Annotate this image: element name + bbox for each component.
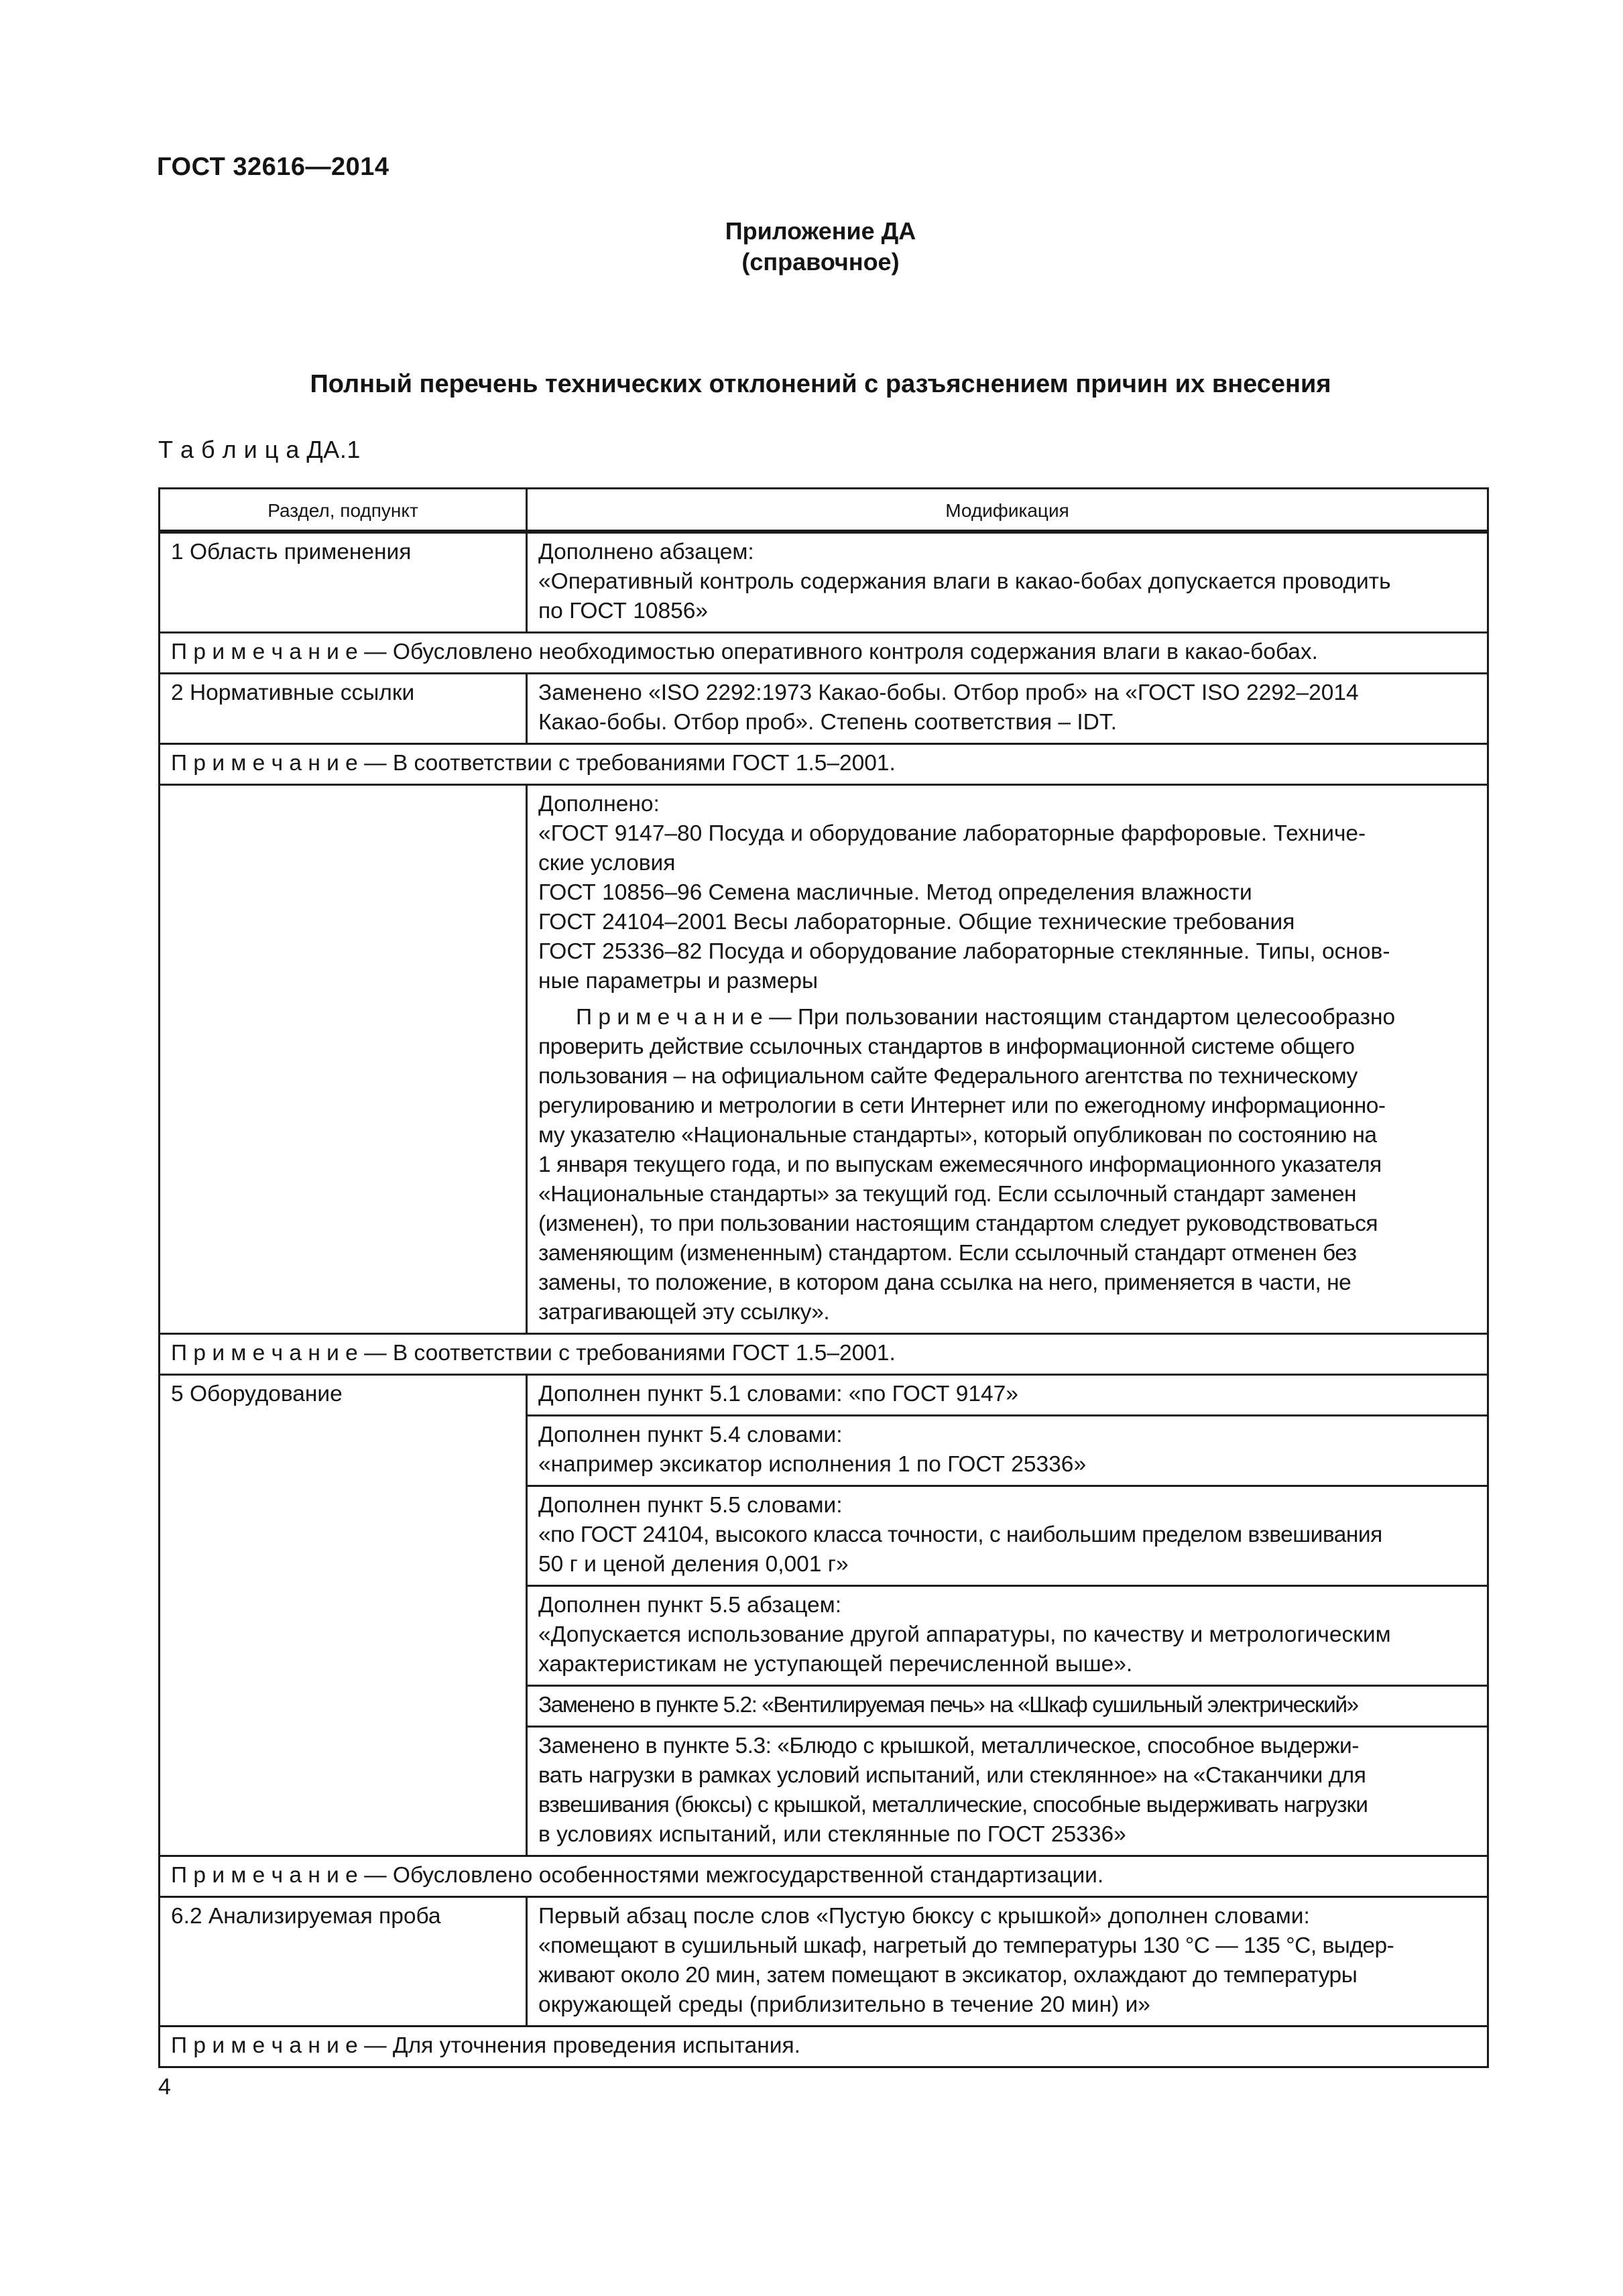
column-header-modification: Модификация <box>527 489 1488 532</box>
text-line: вать нагрузки в рамках условий испытаний, или стеклянное» на «Стаканчики для <box>538 1763 1366 1788</box>
table-row <box>160 674 1488 744</box>
text-line: Дополнено абзацем: <box>538 540 754 564</box>
modification-cell <box>527 785 1488 1334</box>
modification-cell <box>527 1375 1488 1416</box>
section-label: 2 Нормативные ссылки <box>171 680 415 705</box>
text-line: в условиях испытаний, или стеклянные по ГОСТ 25336» <box>538 1822 1126 1847</box>
text-line: му указателю «Национальные стандарты», который опубликован по состоянию на <box>538 1123 1377 1148</box>
page-number: 4 <box>158 2074 171 2100</box>
annex-subtitle: (справочное) <box>741 248 900 276</box>
modification-cell <box>527 1416 1488 1486</box>
text-line: Дополнен пункт 5.1 словами: «по ГОСТ 9147» <box>538 1382 1018 1406</box>
table-caption-prefix: Т а б л и ц а <box>158 436 300 463</box>
text-line: Заменено в пункте 5.3: «Блюдо с крышкой, металлическое, способное выдержи- <box>538 1734 1359 1758</box>
annex-heading: Полный перечень технических отклонений с разъяснением причин их внесения <box>310 370 1331 398</box>
note-row <box>160 633 1488 674</box>
modification-cell <box>527 1486 1488 1586</box>
text-line: затрагивающей эту ссылку». <box>538 1300 830 1325</box>
annex-title-block <box>157 216 1484 278</box>
text-line: ные параметры и размеры <box>538 969 819 993</box>
text-line: Первый абзац после слов «Пустую бюксу с крышкой» дополнен словами: <box>538 1904 1310 1929</box>
text-line: проверить действие ссылочных стандартов в информационной системе общего <box>538 1034 1355 1059</box>
deviations-table <box>158 487 1489 2068</box>
text-line: «Допускается использование другой аппаратуры, по качеству и метрологическим <box>538 1622 1391 1647</box>
text-line: «например эксикатор исполнения 1 по ГОСТ 25336» <box>538 1452 1087 1477</box>
modification-cell <box>527 532 1488 633</box>
section-cell <box>160 532 527 633</box>
text-line: Заменено «ISO 2292:1973 Какао-бобы. Отбор проб» на «ГОСТ ISO 2292–2014 <box>538 680 1359 705</box>
modification-cell <box>527 674 1488 744</box>
text-line: «по ГОСТ 24104, высокого класса точности, с наибольшим пределом взвешивания <box>538 1522 1382 1547</box>
table-caption <box>158 436 361 464</box>
note-label: П р и м е ч а н и е — <box>171 1863 387 1888</box>
note-text: Для уточнения проведения испытания. <box>392 2033 800 2058</box>
note-cell <box>160 744 1488 785</box>
note-cell <box>160 633 1488 674</box>
text-line: ГОСТ 10856–96 Семена масличные. Метод определения влажности <box>538 880 1252 905</box>
note-row <box>160 744 1488 785</box>
note-text: В соответствии с требованиями ГОСТ 1.5–2001. <box>392 751 896 776</box>
text-line: «Национальные стандарты» за текущий год. Если ссылочный стандарт заменен <box>538 1182 1357 1207</box>
text-line: Заменено в пункте 5.2: «Вентилируемая печь» на «Шкаф сушильный электрический» <box>538 1693 1358 1717</box>
note-text: Обусловлено необходимостью оперативного контроля содержания влаги в какао-бобах. <box>392 640 1318 664</box>
note-cell <box>160 1334 1488 1375</box>
text-line: 50 г и ценой деления 0,001 г» <box>538 1552 849 1577</box>
note-label: П р и м е ч а н и е — <box>171 1341 387 1366</box>
note-cell <box>160 2027 1488 2067</box>
note-row <box>160 2027 1488 2067</box>
section-label: 5 Оборудование <box>171 1382 343 1406</box>
modification-cell <box>527 1686 1488 1727</box>
text-line: по ГОСТ 10856» <box>538 599 709 623</box>
section-cell <box>160 785 527 1334</box>
text-line: «ГОСТ 9147–80 Посуда и оборудование лабораторные фарфоровые. Техниче- <box>538 821 1366 846</box>
section-label: 6.2 Анализируемая проба <box>171 1904 441 1929</box>
text-line: живают около 20 мин, затем помещают в эксикатор, охлаждают до температуры <box>538 1963 1358 1988</box>
text-line: (изменен), то при пользовании настоящим стандартом следует руководствоваться <box>538 1211 1378 1236</box>
text-line: Дополнен пункт 5.5 словами: <box>538 1493 843 1518</box>
note-row <box>160 1334 1488 1375</box>
note-label: П р и м е ч а н и е — <box>171 640 387 664</box>
modification-cell <box>527 1727 1488 1856</box>
section-cell <box>160 674 527 744</box>
column-header-section: Раздел, подпункт <box>160 489 527 532</box>
modification-cell <box>527 1897 1488 2027</box>
text-line: ские условия <box>538 851 676 875</box>
text-line: При пользовании настоящим стандартом целесообразно <box>797 1005 1396 1030</box>
text-line: замены, то положение, в котором дана ссылка на него, применяется в части, не <box>538 1270 1351 1295</box>
text-line: «помещают в сушильный шкаф, нагретый до температуры 130 °С — 135 °С, выдер- <box>538 1933 1394 1958</box>
table-row <box>160 532 1488 633</box>
text-line: пользования – на официальном сайте Федерального агентства по техническому <box>538 1064 1358 1089</box>
annex-title: Приложение ДА <box>725 217 916 245</box>
text-line: Дополнен пункт 5.5 абзацем: <box>538 1593 842 1618</box>
note-cell <box>160 1856 1488 1897</box>
text-line: 1 января текущего года, и по выпускам ежемесячного информационного указателя <box>538 1152 1382 1177</box>
text-line: Какао-бобы. Отбор проб». Степень соответствия – IDT. <box>538 710 1117 735</box>
text-line: характеристикам не уступающей перечисленной выше». <box>538 1652 1133 1677</box>
document-id: ГОСТ 32616—2014 <box>157 153 389 181</box>
note-label: П р и м е ч а н и е — <box>171 2033 387 2058</box>
text-line: Дополнен пункт 5.4 словами: <box>538 1423 843 1447</box>
note-label: П р и м е ч а н и е — <box>171 751 387 776</box>
text-line: окружающей среды (приблизительно в течение 20 мин) и» <box>538 1992 1150 2017</box>
table-header-row <box>160 489 1488 532</box>
inner-note-label: П р и м е ч а н и е — <box>576 1005 792 1030</box>
table-row <box>160 1897 1488 2027</box>
note-text: В соответствии с требованиями ГОСТ 1.5–2001. <box>392 1341 896 1366</box>
inner-note <box>538 1003 1478 1327</box>
section-cell <box>160 1375 527 1856</box>
section-label: 1 Область применения <box>171 540 412 564</box>
text-line: ГОСТ 24104–2001 Весы лабораторные. Общие технические требования <box>538 910 1295 934</box>
text-line: ГОСТ 25336–82 Посуда и оборудование лабораторные стеклянные. Типы, основ- <box>538 939 1390 964</box>
note-text: Обусловлено особенностями межгосударственной стандартизации. <box>392 1863 1104 1888</box>
text-line: взвешивания (бюксы) с крышкой, металлические, способные выдерживать нагрузки <box>538 1793 1368 1817</box>
table-caption-id: ДА.1 <box>306 436 361 463</box>
note-row <box>160 1856 1488 1897</box>
table-row <box>160 785 1488 1334</box>
section-cell <box>160 1897 527 2027</box>
table-row <box>160 1375 1488 1416</box>
text-line: Дополнено: <box>538 792 660 817</box>
text-line: заменяющим (измененным) стандартом. Если ссылочный стандарт отменен без <box>538 1241 1357 1266</box>
modification-cell <box>527 1586 1488 1686</box>
text-line: регулированию и метрологии в сети Интернет или по ежегодному информационно- <box>538 1093 1386 1118</box>
text-line: «Оперативный контроль содержания влаги в какао-бобах допускается проводить <box>538 569 1391 594</box>
